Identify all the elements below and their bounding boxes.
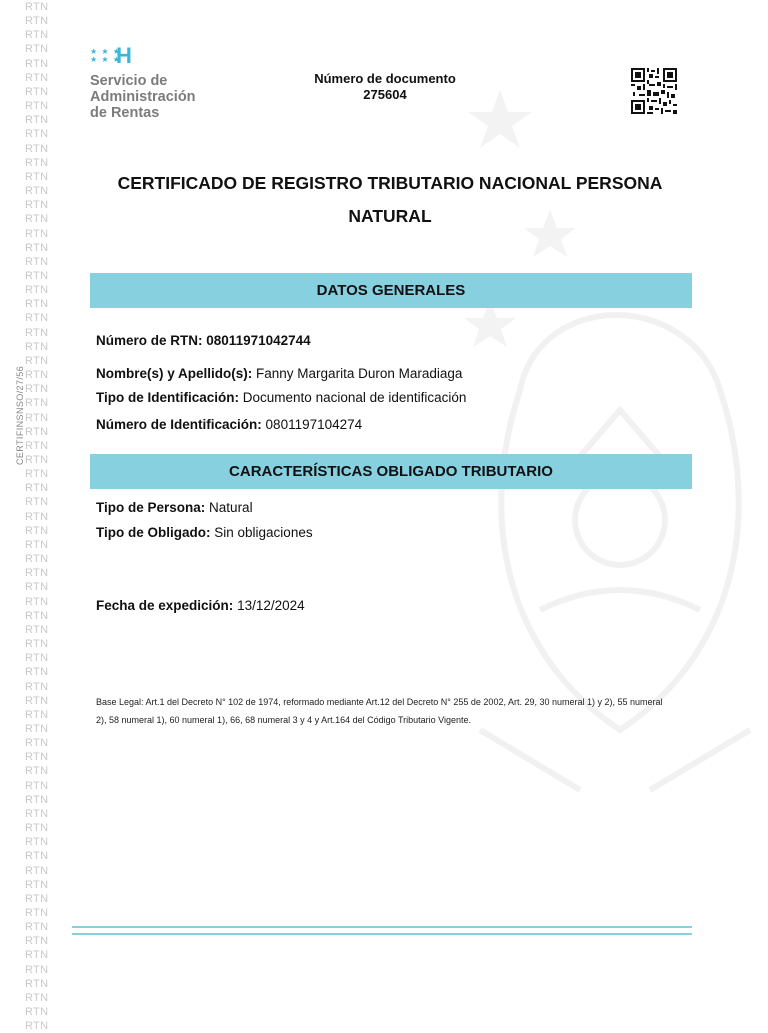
id-type-label: Tipo de Identificación: (96, 390, 240, 405)
id-type-value: Documento nacional de identificación (242, 390, 467, 405)
margin-watermark-column: RTN RTN RTN RTN RTN RTN RTN RTN RTN RTN RTN RTN RTN RTN RTN RTN RTN RTN RTN RTN RTN RTN RTN RTN RTN RTN RTN RTN RTN RTN RTN RTN RTN RTN RTN RTN RTN RTN RTN RTN RTN RTN RTN RTN RTN RTN RTN RTN RTN RTN RTN RTN RTN RTN RTN RTN RTN RTN RTN RTN RTN RTN RTN RTN RTN RTN RTN RTN RTN RTN RTN RTN RTN (25, 1, 49, 1033)
field-id-type (96, 390, 466, 405)
field-person-type (96, 500, 253, 515)
person-type-label: Tipo de Persona: (96, 500, 206, 515)
obligated-type-value: Sin obligaciones (214, 525, 313, 540)
issue-date-label: Fecha de expedición: (96, 598, 234, 613)
field-id-number (96, 417, 362, 432)
logo-stars-icon: ★ ★ ★ ★ ★ ★ (90, 47, 121, 64)
document-number-label: Número de documento (314, 71, 456, 86)
id-number-value: 0801197104274 (265, 417, 363, 432)
section-header-general: DATOS GENERALES (90, 273, 692, 308)
qr-code-icon (631, 68, 677, 114)
sar-logo (90, 43, 230, 130)
field-name (96, 366, 462, 381)
field-rtn (96, 333, 311, 348)
name-value: Fanny Margarita Duron Maradiaga (256, 366, 463, 381)
rtn-value: 08011971042744 (206, 333, 311, 348)
legal-basis-text: Base Legal: Art.1 del Decreto N° 102 de 1974, reformado mediante Art.12 del Decreto N° 255 de 2002, Art. 29, 30 numeral 1) y 2), 55 numeral 2), 58 numeral 1), 60 numeral 1), 66, 68 numeral 3 y 4 y Art.164 del Código Tributario Vigente. (96, 697, 663, 725)
issue-date-value: 13/12/2024 (237, 598, 305, 613)
id-number-label: Número de Identificación: (96, 417, 262, 432)
section-header-characteristics: CARACTERÍSTICAS OBLIGADO TRIBUTARIO (90, 454, 692, 489)
side-code: CERTIFINSNSO/27/56 (15, 365, 25, 465)
name-label: Nombre(s) y Apellido(s): (96, 366, 253, 381)
obligated-type-label: Tipo de Obligado: (96, 525, 211, 540)
logo-line-3: de Rentas (90, 105, 160, 121)
field-obligated-type (96, 525, 313, 540)
rtn-label: Número de RTN: (96, 333, 203, 348)
logo-line-1: Servicio de (90, 73, 168, 89)
person-type-value: Natural (209, 500, 253, 515)
footer-rule-top (72, 926, 692, 928)
document-title: CERTIFICADO DE REGISTRO TRIBUTARIO NACIONAL PERSONA NATURAL (117, 173, 663, 226)
logo-line-2: Administración (90, 89, 196, 105)
document-number-value: 275604 (363, 87, 407, 102)
document-number-block (260, 71, 510, 103)
footer-rule-bottom (72, 933, 692, 935)
field-issue-date (96, 598, 305, 613)
logo-h-icon: H (116, 43, 132, 68)
